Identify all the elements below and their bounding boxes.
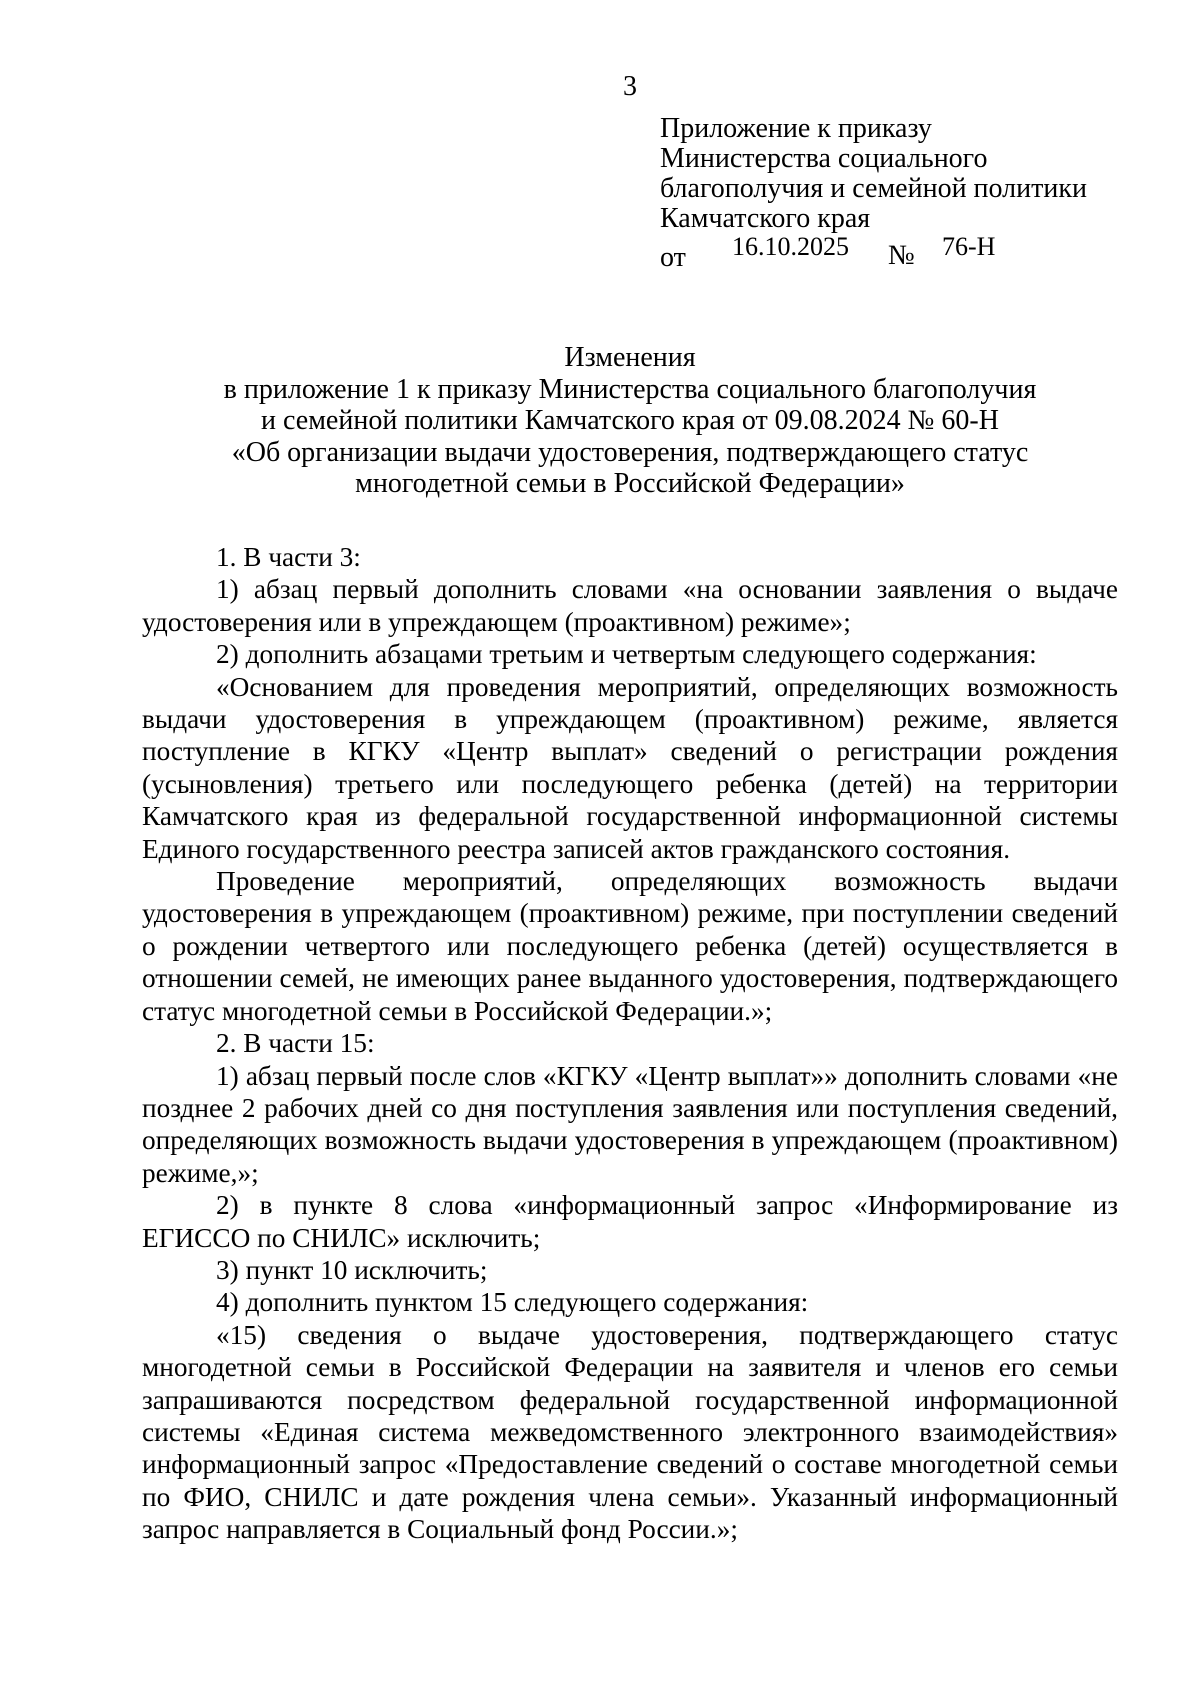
paragraph: 3) пункт 10 исключить; (216, 1254, 488, 1285)
heading-line: многодетной семьи в Российской Федерации» (355, 468, 905, 499)
appendix-date-row (660, 232, 1180, 273)
heading-line: и семейной политики Камчатского края от 09.08.2024 № 60-Н (261, 405, 999, 436)
paragraph: «Основанием для проведения мероприятий, определяющих возможность выдачи удостоверения в упреждающем (проактивном) режиме, является поступление в КГКУ «Центр выплат» сведений о регистрации рождения (усыновления) третьего или последующего ребенка (детей) на территории Камчатского края из федеральной государственной информационной системы Единого государственного реестра записей актов гражданского состояния. (142, 671, 1118, 864)
appendix-block (660, 113, 1180, 273)
order-date: 16.10.2025 (732, 232, 849, 261)
paragraph: 4) дополнить пунктом 15 следующего содержания: (216, 1287, 809, 1318)
page-number: 3 (623, 71, 637, 102)
appendix-line: Приложение к приказу (660, 113, 932, 144)
paragraph: 1. В части 3: (216, 542, 361, 572)
appendix-line: Камчатского края (660, 203, 871, 234)
heading-title: Изменения (564, 342, 696, 373)
appendix-line: Министерства социального (660, 143, 988, 174)
paragraph: 1) абзац первый после слов «КГКУ «Центр выплат»» дополнить словами «не позднее 2 рабочих дней со дня поступления заявления или поступления сведений, определяющих возможность выдачи удостоверения в упреждающем (проактивном) режиме,»; (142, 1060, 1118, 1188)
paragraph: «15) сведения о выдаче удостоверения, подтверждающего статус многодетной семьи в Российской Федерации на заявителя и членов его семьи запрашиваются посредством федеральной государственной информационной системы «Единая система межведомственного электронного взаимодействия» информационный запрос «Предоставление сведений о составе многодетной семьи по ФИО, СНИЛС и дате рождения члена семьи». Указанный информационный запрос направляется в Социальный фонд России.»; (142, 1319, 1118, 1545)
appendix-line: благополучия и семейной политики (660, 173, 1087, 204)
document-heading (150, 342, 1110, 500)
number-sign: № (888, 240, 915, 271)
paragraph: Проведение мероприятий, определяющих возможность выдачи удостоверения в упреждающем (проактивном) режиме, при поступлении сведений о рождении четвертого или последующего ребенка (детей) осуществляется в отношении семей, не имеющих ранее выданного удостоверения, подтверждающего статус многодетной семьи в Российской Федерации.»; (142, 866, 1118, 1026)
paragraph: 1) абзац первый дополнить словами «на основании заявления о выдаче удостоверения или в упреждающем (проактивном) режиме»; (142, 574, 1118, 637)
date-prefix: от (660, 242, 686, 273)
paragraph: 2. В части 15: (216, 1028, 375, 1059)
document-body (142, 541, 1118, 1546)
order-number: 76-Н (942, 232, 996, 261)
paragraph: 2) дополнить абзацами третьим и четвертым следующего содержания: (216, 639, 1037, 670)
heading-line: в приложение 1 к приказу Министерства социального благополучия (223, 373, 1037, 405)
heading-line: «Об организации выдачи удостоверения, подтверждающего статус (231, 436, 1029, 468)
paragraph: 2) в пункте 8 слова «информационный запрос «Информирование из ЕГИССО по СНИЛС» исключить; (142, 1190, 1118, 1253)
